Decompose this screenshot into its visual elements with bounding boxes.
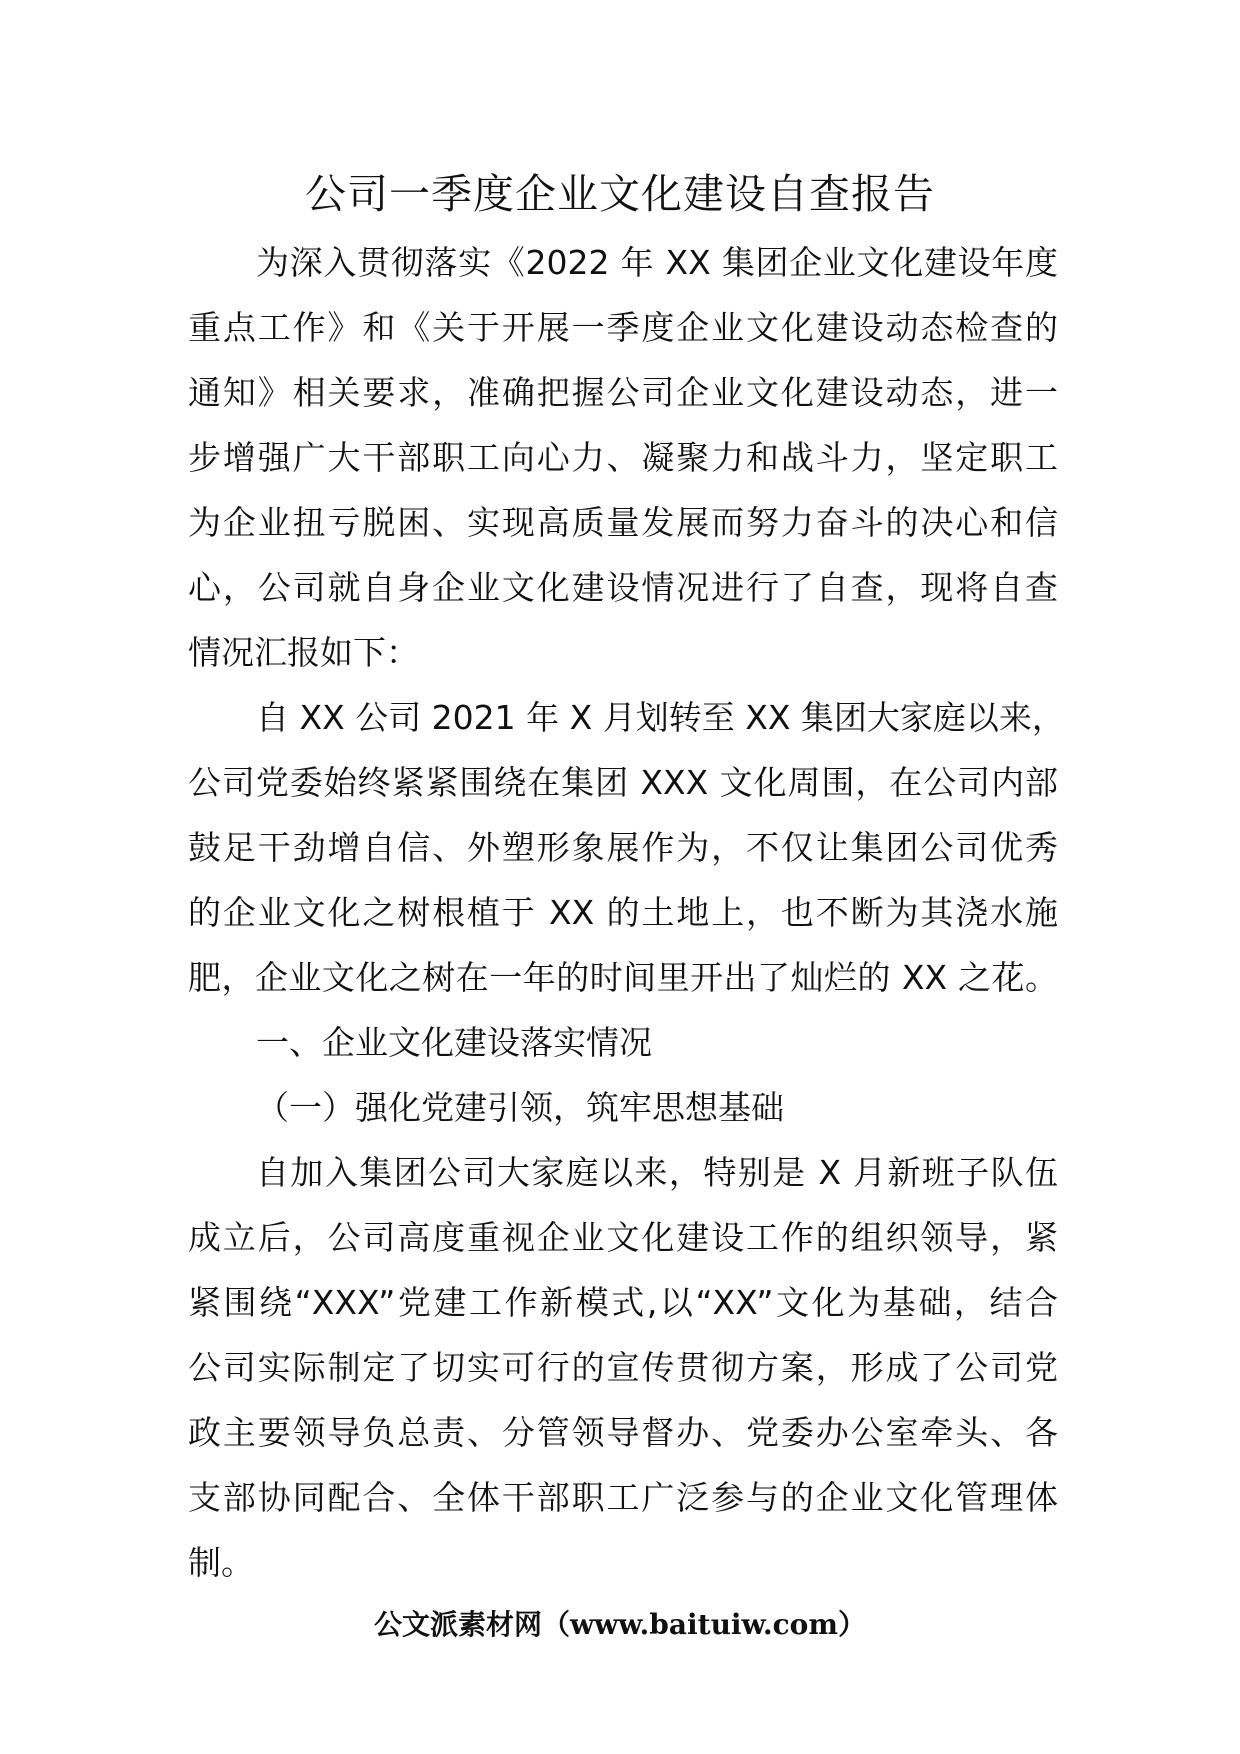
paragraph-line: 重点工作》和《关于开展一季度企业文化建设动态检查的 <box>188 308 1058 347</box>
paragraph-line: 自 XX 公司 2021 年 X 月划转至 XX 集团大家庭以来， <box>256 698 1065 737</box>
paragraph-line: 步增强广大干部职工向心力、凝聚力和战斗力，坚定职工 <box>188 438 1058 477</box>
paragraph-line: 肥，企业文化之树在一年的时间里开出了灿烂的 XX 之花。 <box>188 958 1058 997</box>
paragraph-line: 自加入集团公司大家庭以来，特别是 X 月新班子队伍 <box>256 1153 1058 1192</box>
paragraph-line: 为深入贯彻落实《2022 年 XX 集团企业文化建设年度 <box>256 243 1058 282</box>
paragraph-line: 制。 <box>188 1543 254 1582</box>
paragraph-line: 成立后，公司高度重视企业文化建设工作的组织领导，紧 <box>188 1218 1058 1257</box>
subsection-heading: （一）强化党建引领，筑牢思想基础 <box>256 1088 784 1127</box>
paragraph-line: 公司党委始终紧紧围绕在集团 XXX 文化周围，在公司内部 <box>188 763 1058 802</box>
paragraph-line: 情况汇报如下： <box>188 633 419 672</box>
paragraph-line: 的企业文化之树根植于 XX 的土地上，也不断为其浇水施 <box>188 893 1058 932</box>
paragraph-line: 心，公司就自身企业文化建设情况进行了自查，现将自查 <box>188 568 1058 607</box>
paragraph-line: 为企业扭亏脱困、实现高质量发展而努力奋斗的决心和信 <box>188 503 1058 542</box>
section-heading: 一、企业文化建设落实情况 <box>256 1023 652 1062</box>
footer-watermark: 公文派素材网（www.baituiw.com） <box>374 1608 866 1641</box>
paragraph-line: 鼓足干劲增自信、外塑形象展作为，不仅让集团公司优秀 <box>188 828 1058 867</box>
paragraph-line: 支部协同配合、全体干部职工广泛参与的企业文化管理体 <box>188 1478 1058 1517</box>
document-title: 公司一季度企业文化建设自查报告 <box>305 170 935 218</box>
paragraph-line: 公司实际制定了切实可行的宣传贯彻方案，形成了公司党 <box>188 1348 1058 1387</box>
paragraph-line: 通知》相关要求，准确把握公司企业文化建设动态，进一 <box>188 373 1058 412</box>
document-body <box>188 230 1065 1595</box>
paragraph-line: 政主要领导负总责、分管领导督办、党委办公室牵头、各 <box>188 1413 1058 1452</box>
paragraph-line: 紧围绕“XXX”党建工作新模式,以“XX”文化为基础，结合 <box>188 1283 1058 1322</box>
